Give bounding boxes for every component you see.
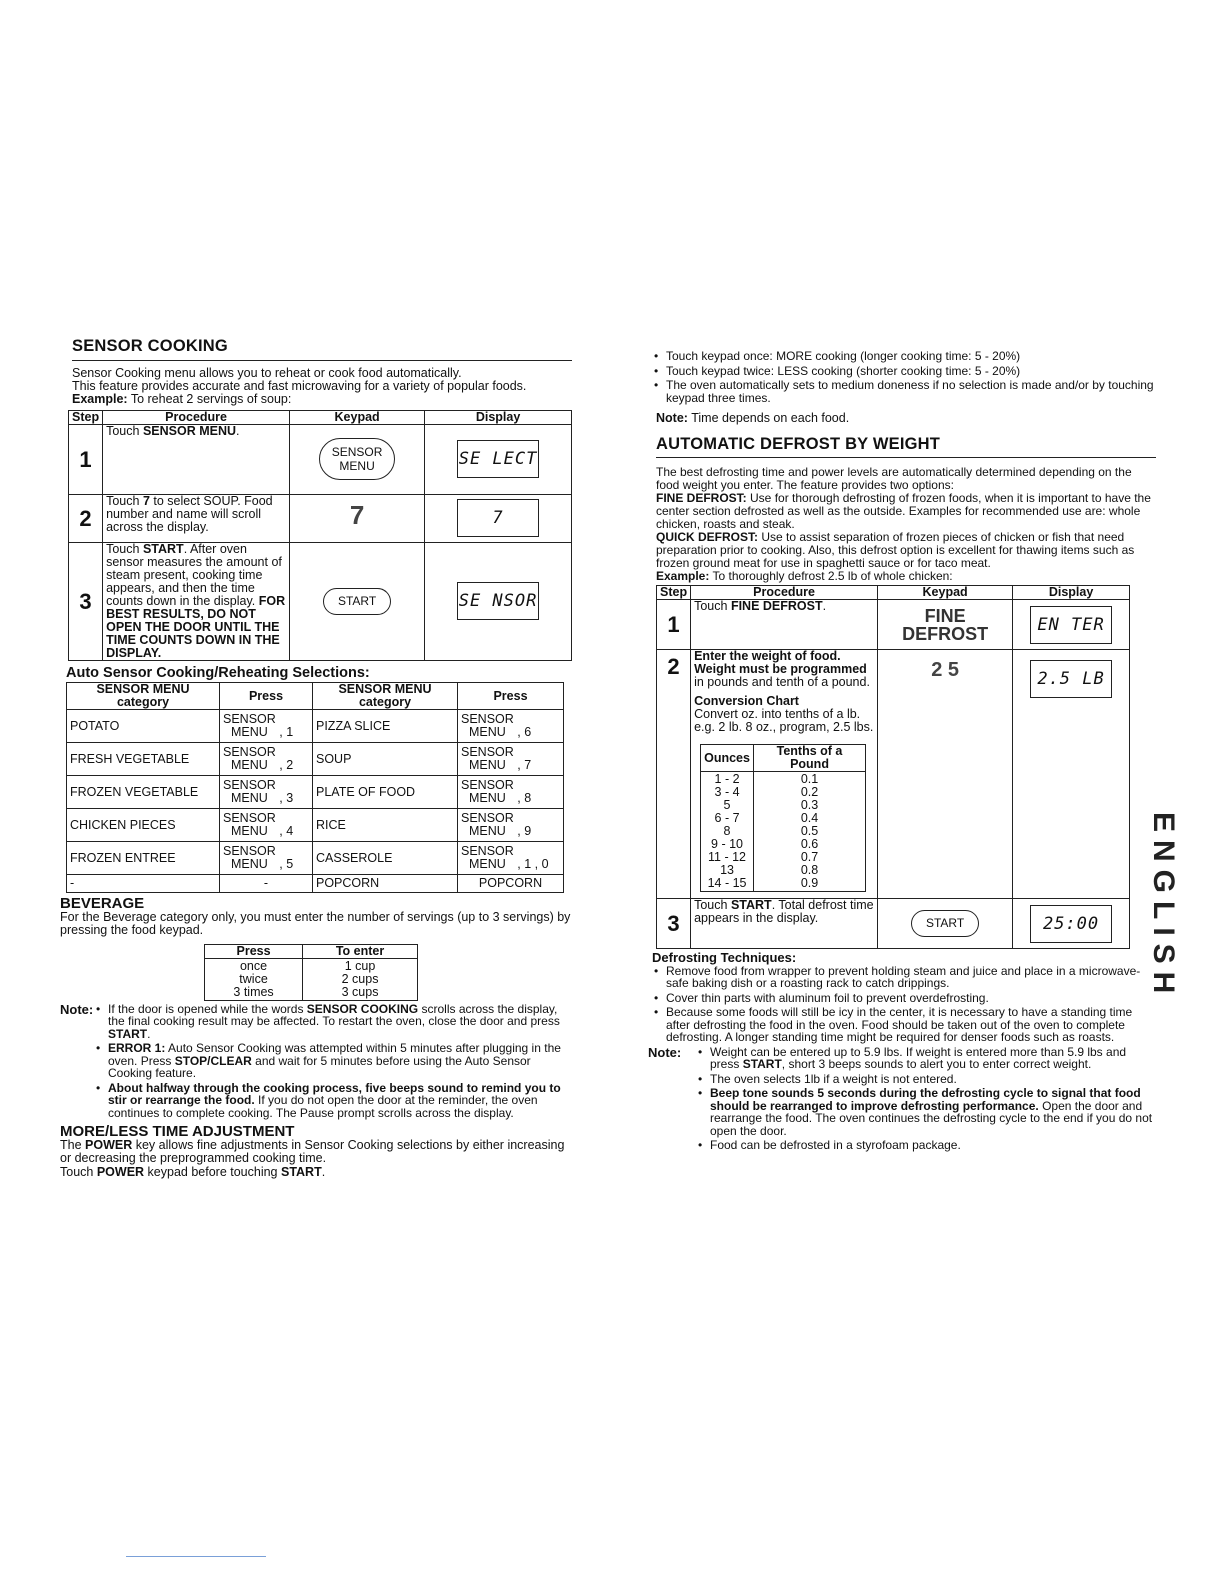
example-label: Example: (656, 569, 710, 583)
proc-text: Touch (106, 541, 143, 556)
ml-text: The (60, 1137, 86, 1152)
step-number: 1 (657, 600, 691, 650)
proc-text: to select SOUP. Food number and name will scroll across the display. (106, 493, 273, 534)
bev-press: once (239, 958, 268, 973)
note-bold: About halfway through the cooking process, five beeps sound to remind you to stir or rearrange the food. (108, 1080, 561, 1107)
press-line: MENU (230, 824, 268, 838)
category-name: FROZEN ENTREE (70, 850, 176, 865)
tenths-value: 0.2 (800, 785, 819, 799)
press-line: SENSOR (461, 745, 514, 759)
step-keypad (290, 494, 425, 542)
step-number: 2 (69, 494, 103, 542)
moreless-text-1 (60, 1139, 572, 1166)
fine-defrost-desc (656, 492, 1156, 531)
bev-press-cell (205, 958, 303, 1000)
language-side-label (1147, 812, 1180, 1002)
start-key[interactable]: START (911, 910, 979, 937)
step-display (1013, 899, 1130, 949)
intro-line-1: Sensor Cooking menu allows you to reheat or cook food automatically. (72, 365, 462, 380)
step-keypad (290, 424, 425, 494)
ml-bold: START (280, 1164, 322, 1179)
press-number: , 1 , 0 (517, 857, 549, 871)
note-text: If you do not open the door at the reminder, the oven continues to complete cooking. The Pause prompt scrolls across the display. (108, 1093, 538, 1120)
press-number: , 1 (279, 725, 294, 739)
sensor-menu-key[interactable] (319, 438, 396, 480)
fine-text: Use for thorough defrosting of frozen foods, when it is important to have the center section defrosted as well as the outside. Examples for recommended use are: whole chicken, roasts and steak. (656, 491, 1151, 531)
proc-text: . After oven sensor measures the amount of steam present, cooking time appears, and then the time counts down in the display. (106, 541, 282, 608)
press-line: MENU (230, 791, 268, 805)
press-cell (458, 875, 564, 893)
ounces-value: 6 - 7 (714, 811, 740, 825)
proc-text: . (236, 423, 240, 438)
press-line: SENSOR (223, 844, 276, 858)
beverage-table (204, 944, 418, 1001)
category-cell (313, 743, 458, 776)
step-procedure (103, 542, 290, 660)
category-name: PLATE OF FOOD (316, 784, 416, 799)
tenths-value: 0.8 (800, 863, 819, 877)
category-name: SOUP (316, 751, 352, 766)
th-keypad: Keypad (878, 586, 1013, 600)
press-cell (458, 842, 564, 875)
press-line: SENSOR (461, 811, 514, 825)
note-text: Open the door and rearrange the food. The oven continues the defrosting cycle to the end if you do not open the door. (710, 1098, 1153, 1138)
note-text: , short 3 beeps sounds to alert you to enter correct weight. (781, 1057, 1092, 1071)
table-row (67, 842, 564, 875)
category-cell (67, 809, 220, 842)
note-text: Weight can be entered up to 5.9 lbs. If weight is entered more than 5.9 lbs and press (710, 1044, 1127, 1071)
note-item (696, 1139, 1156, 1152)
bev-enter: 1 cup (344, 958, 376, 973)
note-item (94, 1042, 572, 1080)
step-display (1013, 650, 1130, 899)
quick-defrost-desc (656, 531, 1156, 570)
number-keys-2-5[interactable]: 2 5 (931, 659, 959, 681)
example-line (656, 570, 1156, 583)
table-row (67, 809, 564, 842)
section-title-auto-defrost: AUTOMATIC DEFROST BY WEIGHT (656, 438, 1156, 459)
fine-defrost-key[interactable] (902, 607, 988, 643)
proc-text: Touch (106, 493, 143, 508)
category-cell (313, 809, 458, 842)
th-text: category (116, 695, 170, 709)
proc-bold: SENSOR MENU (142, 423, 237, 438)
ml-text: Touch (60, 1164, 97, 1179)
press-line: SENSOR (223, 778, 276, 792)
note-bold: START (108, 1026, 148, 1041)
ounces-value: 5 (723, 798, 731, 812)
press-cell (458, 743, 564, 776)
step-keypad (878, 650, 1013, 899)
press-cell (458, 776, 564, 809)
lcd-display: 7 (457, 499, 539, 537)
step-number: 3 (69, 542, 103, 660)
intro-text (72, 367, 572, 406)
press-line: SENSOR (223, 712, 276, 726)
defrost-intro (656, 466, 1156, 583)
th-press: Press (220, 683, 313, 710)
press-line: MENU (468, 758, 506, 772)
press-line: SENSOR (461, 844, 514, 858)
th-enter: To enter (303, 944, 418, 958)
note-bold: STOP/CLEAR (174, 1053, 252, 1068)
proc-text: . (822, 599, 827, 613)
th-tenths: Tenths of a Pound (753, 745, 865, 772)
ml-bold: POWER (96, 1164, 145, 1179)
table-row (67, 743, 564, 776)
step-number: 3 (657, 899, 691, 949)
category-name: RICE (316, 817, 346, 832)
proc-text: Touch (106, 423, 143, 438)
quick-label: QUICK DEFROST: (656, 530, 758, 544)
ounces-value: 1 - 2 (714, 772, 740, 786)
table-row (67, 776, 564, 809)
more-less-bullets (652, 350, 1156, 404)
bullet: • Touch keypad once: MORE cooking (longer cooking time: 5 - 20%) (652, 350, 1156, 363)
press-line: SENSOR (461, 712, 514, 726)
th-category (67, 683, 220, 710)
proc-text: in pounds and tenth of a pound. (694, 675, 870, 689)
press-line: MENU (230, 725, 268, 739)
tenths-value: 0.9 (800, 876, 819, 890)
ml-bold: POWER (85, 1137, 133, 1152)
side-label-text: ENGLISH (1147, 812, 1180, 1002)
note-text: Auto Sensor Cooking was attempted within 5 minutes after plugging in the oven. Press (108, 1041, 561, 1068)
technique-item: • Cover thin parts with aluminum foil to prevent overdefrosting. (652, 992, 1156, 1005)
press-cell (220, 743, 313, 776)
key-line: SENSOR (331, 445, 383, 459)
lcd-display: SE LECT (457, 440, 539, 478)
th-step: Step (657, 586, 691, 600)
step-procedure (691, 650, 878, 899)
proc-text: Touch (694, 898, 731, 912)
lcd-display: 2.5 LB (1030, 660, 1112, 698)
ounces-value: 14 - 15 (707, 876, 747, 890)
press-line: MENU (468, 791, 506, 805)
press-line: MENU (468, 857, 506, 871)
note-text: scrolls across the display, the final cooking result may be affected. To restart the oven, close the door and press (108, 1001, 560, 1028)
quick-text: Use to assist separation of frozen pieces of chicken or fish that need preparation prior to cooking. Also, this defrost option is excellent for thawing items such as frozen ground meat for use in spaghetti sauce or for taco meat. (656, 530, 1135, 570)
step-keypad (878, 899, 1013, 949)
step-display (425, 542, 572, 660)
proc-bold: FINE DEFROST (730, 599, 823, 613)
defrost-notes (648, 1044, 1156, 1152)
technique-item: • Remove food from wrapper to prevent holding steam and juice and place in a microwave-safe baking dish or a roasting rack to catch drippings. (652, 965, 1156, 990)
th-display: Display (1013, 586, 1130, 600)
step-display (425, 424, 572, 494)
note-text: and wait for 5 minutes before using the Auto Sensor Cooking feature. (108, 1053, 531, 1080)
note-label: Note: (60, 1001, 94, 1017)
th-press: Press (205, 944, 303, 958)
step-display (425, 494, 572, 542)
category-cell (313, 776, 458, 809)
proc-bold: 7 (142, 493, 150, 508)
time-note (656, 412, 1156, 426)
th-procedure: Procedure (103, 410, 290, 424)
category-cell (67, 776, 220, 809)
chart-text: Convert oz. into tenths of a lb. e.g. 2 lb. 8 oz., program, 2.5 lbs. (694, 707, 874, 734)
step-number: 1 (69, 424, 103, 494)
number-7-key[interactable]: 7 (349, 500, 365, 530)
category-cell (67, 842, 220, 875)
beverage-text: For the Beverage category only, you must enter the number of servings (up to 3 servings) by pressing the food keypad. (60, 909, 571, 937)
press-number: , 9 (517, 824, 532, 838)
lcd-display: SE NSOR (457, 582, 539, 620)
start-key[interactable]: START (323, 588, 391, 615)
tenths-value: 0.3 (800, 798, 819, 812)
notes-block (60, 1003, 572, 1120)
th-display: Display (425, 410, 572, 424)
intro-text: The best defrosting time and power levels are automatically determined depending on the food weight you enter. The feature provides two options: (656, 465, 1132, 492)
ounces-value: 9 - 10 (711, 837, 743, 851)
ml-text: . (321, 1164, 326, 1179)
category-name: CASSEROLE (316, 850, 393, 865)
note-item (94, 1082, 572, 1120)
th-ounces: Ounces (701, 745, 754, 772)
bev-press: 3 times (233, 984, 274, 999)
press-number: , 8 (517, 791, 532, 805)
table-row (67, 710, 564, 743)
press-line: MENU (468, 824, 506, 838)
step-keypad (290, 542, 425, 660)
left-column (60, 337, 572, 1179)
press-cell (458, 710, 564, 743)
press-line: SENSOR (461, 778, 514, 792)
category-cell (313, 875, 458, 893)
step-procedure (103, 424, 290, 494)
press-line: MENU (468, 725, 506, 739)
proc-bold: START (142, 541, 184, 556)
tenths-value: 0.7 (800, 850, 819, 864)
step-procedure (691, 600, 878, 650)
ounces-value: 8 (723, 824, 731, 838)
bev-enter: 2 cups (341, 971, 379, 986)
note-bold: ERROR 1: (108, 1041, 166, 1055)
press-cell (220, 842, 313, 875)
press-cell (220, 875, 313, 893)
example-text: To reheat 2 servings of soup: (130, 391, 292, 406)
proc-text: Touch (694, 599, 731, 613)
step-display (1013, 600, 1130, 650)
th-text: SENSOR MENU (96, 682, 190, 696)
intro-line-2: This feature provides accurate and fast microwaving for a variety of popular foods. (72, 378, 527, 393)
ounces-value: 13 (720, 863, 734, 877)
category-name: PIZZA SLICE (316, 718, 391, 733)
moreless-title: MORE/LESS TIME ADJUSTMENT (60, 1123, 295, 1140)
press-cell (458, 809, 564, 842)
right-column (648, 349, 1156, 1154)
category-name: CHICKEN PIECES (70, 817, 176, 832)
ml-text: keypad before touching (144, 1164, 281, 1179)
table-row (67, 875, 564, 893)
press-number: , 7 (517, 758, 532, 772)
example-text: To thoroughly defrost 2.5 lb of whole chicken: (712, 569, 953, 583)
th-keypad: Keypad (290, 410, 425, 424)
note-label: Note: (648, 1044, 682, 1060)
press-line: SENSOR (223, 811, 276, 825)
press-cell (220, 776, 313, 809)
category-name: FROZEN VEGETABLE (70, 784, 199, 799)
category-name: - (70, 876, 75, 890)
techniques-list (652, 965, 1156, 1044)
category-cell (313, 710, 458, 743)
tenths-value: 0.6 (800, 837, 819, 851)
sensor-steps-table (68, 410, 572, 661)
proc-bold: FOR BEST RESULTS, DO NOT OPEN THE DOOR UNTIL THE TIME COUNTS DOWN IN THE DISPLAY. (106, 593, 286, 660)
bullet: • Touch keypad twice: LESS cooking (shorter cooking time: 5 - 20%) (652, 365, 1156, 378)
press-number: , 3 (279, 791, 294, 805)
note-label: Note: (656, 411, 688, 425)
moreless-text-2 (60, 1166, 572, 1180)
footer-rule (126, 1556, 266, 1557)
proc-bold: Enter the weight of food. Weight must be programmed (694, 649, 867, 676)
auto-selections-title: Auto Sensor Cooking/Reheating Selections: (66, 664, 370, 681)
bev-enter-cell (303, 958, 418, 1000)
note-item (696, 1073, 1156, 1086)
step-procedure (103, 494, 290, 542)
defrost-steps-table (656, 585, 1130, 949)
key-line: FINE (924, 605, 966, 626)
th-category (313, 683, 458, 710)
category-cell (67, 743, 220, 776)
note-item (696, 1087, 1156, 1137)
proc-bold: START (730, 898, 772, 912)
key-line: DEFROST (902, 623, 989, 644)
press-cell (220, 809, 313, 842)
press-line: SENSOR (223, 745, 276, 759)
press-number: , 2 (279, 758, 294, 772)
tenths-column (753, 772, 865, 892)
note-text: The oven selects 1lb if a weight is not entered. (710, 1071, 957, 1086)
th-text: SENSOR MENU (338, 682, 432, 696)
step-procedure (691, 899, 878, 949)
th-press: Press (458, 683, 564, 710)
press-line: - (263, 876, 269, 890)
bev-enter: 3 cups (341, 984, 379, 999)
category-cell (67, 710, 220, 743)
beverage-title: BEVERAGE (60, 895, 145, 912)
step-keypad (878, 600, 1013, 650)
tenths-value: 0.1 (800, 772, 819, 786)
fine-label: FINE DEFROST: (656, 491, 747, 505)
note-text: Time depends on each food. (691, 411, 850, 425)
press-number: , 5 (279, 857, 294, 871)
press-line: MENU (230, 758, 268, 772)
lcd-display: 25:00 (1030, 905, 1112, 943)
note-item (696, 1046, 1156, 1071)
ounces-value: 11 - 12 (708, 850, 747, 864)
example-label: Example: (72, 391, 128, 406)
chart-title: Conversion Chart (694, 694, 799, 708)
note-text: . (147, 1026, 151, 1041)
lcd-display: EN TER (1030, 606, 1112, 644)
note-bold: SENSOR COOKING (306, 1001, 419, 1016)
auto-selections-table (66, 682, 564, 893)
tenths-value: 0.5 (800, 824, 819, 838)
category-cell (67, 875, 220, 893)
press-number: , 4 (279, 824, 294, 838)
note-bold: Beep tone sounds 5 seconds during the defrosting cycle to signal that food should be rearranged to improve defrosting performance. (710, 1086, 1141, 1113)
category-name: POPCORN (316, 876, 380, 890)
bev-press: twice (239, 971, 268, 986)
category-name: POTATO (70, 718, 120, 733)
press-number: , 6 (517, 725, 532, 739)
ounces-column (701, 772, 754, 892)
step-number: 2 (657, 650, 691, 899)
tenths-value: 0.4 (800, 811, 819, 825)
th-procedure: Procedure (691, 586, 878, 600)
note-bold: START (742, 1057, 782, 1071)
category-cell (313, 842, 458, 875)
proc-text: . Total defrost time appears in the display. (694, 898, 874, 925)
note-text: If the door is opened while the words (108, 1001, 307, 1016)
conversion-chart (700, 744, 866, 892)
th-step: Step (69, 410, 103, 424)
ml-text: key allows fine adjustments in Sensor Cooking selections by either increasing or decreasing the preprogrammed cooking time. (60, 1137, 565, 1165)
press-line: MENU (230, 857, 268, 871)
techniques-title: Defrosting Techniques: (652, 950, 797, 965)
key-line: MENU (339, 459, 375, 473)
ounces-value: 3 - 4 (714, 785, 740, 799)
press-line: POPCORN (478, 876, 543, 890)
th-text: category (358, 695, 412, 709)
example-line (72, 393, 572, 406)
note-text: Food can be defrosted in a styrofoam package. (710, 1138, 961, 1152)
bullet: • The oven automatically sets to medium doneness if no selection is made and/or by touching keypad three times. (652, 379, 1156, 404)
note-item (94, 1003, 572, 1041)
section-title-sensor-cooking: SENSOR COOKING (72, 340, 572, 361)
press-cell (220, 710, 313, 743)
technique-item: • Because some foods will still be icy in the center, it is necessary to have a standing time after defrosting the food in the oven. Food should be taken out of the oven to complete defrosting. A longer standing time might be required for denser foods such as roasts. (652, 1006, 1156, 1044)
category-name: FRESH VEGETABLE (70, 751, 190, 766)
